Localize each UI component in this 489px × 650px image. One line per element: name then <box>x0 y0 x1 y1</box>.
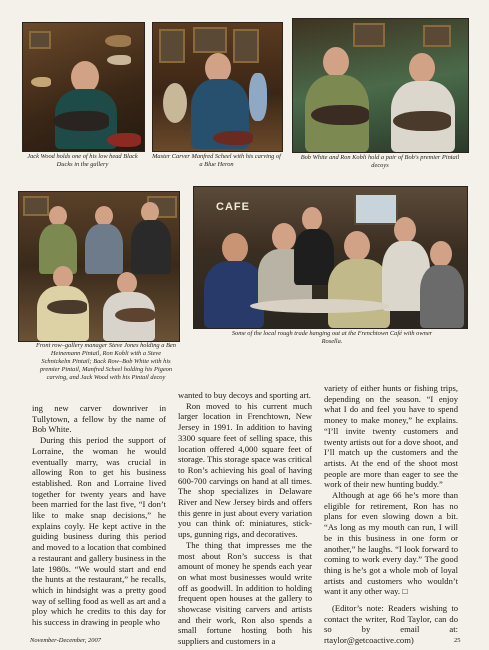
photo-caption-frenchtown-cafe: Some of the local rough trade hanging out at the Frenchtown Café with owner Rosella. <box>231 330 433 345</box>
article-column-1 <box>32 403 166 628</box>
heron-carving <box>249 73 267 121</box>
photo-bob-white-ron-kobli <box>292 18 469 153</box>
paragraph: wanted to buy decoys and sporting art. <box>178 390 311 400</box>
article-column-2 <box>178 390 312 647</box>
paragraph: variety of either hunts or fishing trips, depending on the season. “I enjoy what I do and feel you have to spend money to make money,” he explains. “I’ll invite twenty customers and twenty artists out for a dove shoot, and I’ll match up the customers and the artists. At the end of the shoot most people are more than eager to see the work of their new hunting buddy.” <box>324 383 458 490</box>
paragraph: ing new carver downriver in Tullytown, a fellow by the name of Bob White. <box>32 403 166 435</box>
issue-date: November-December, 2007 <box>30 637 101 644</box>
photo-manfred-scheel <box>152 22 283 152</box>
photo-caption-gallery-group: Front row–gallery manager Steve Jones holding a Ben Heinemann Pintail, Ron Kobli with a Steve Schnickelm Pintail; Back Row–Bob White with his premier Pintail, Manfred Scheel holding his Pigeon carving, and Jack Wood with his Pintail decoy <box>36 342 176 381</box>
page-number: 25 <box>454 637 461 644</box>
article-column-3 <box>324 383 458 646</box>
cafe-sign: CAFE <box>216 201 250 213</box>
paragraph: Ron moved to his current much larger location in Frenchtown, New Jersey in 1991. In addition to having 3300 square feet of selling space, this location offered 4,000 square feet of storage. This storage space was critical to Ron’s achieving his goal of having 600-700 carvings on hand at all times. The shop specializes in Delaware River and New Jersey birds and offers this genre in just about every variation you can think of: miniatures, stick-ups, gunning rigs, and decoratives. <box>178 400 312 540</box>
photo-gallery-group <box>18 191 180 342</box>
photo-caption-bob-white-ron-kobli: Bob White and Ron Kobli hold a pair of Bob's premier Pintail decoys <box>300 154 460 169</box>
photo-frenchtown-cafe <box>193 186 468 329</box>
paragraph: The thing that impresses me the most about Ron’s success is that amount of money he spends each year on what most businesses would write off as goodwill. In addition to holding frequent open houses at the gallery to showcase visiting carvers and artists and their work, Ron also spends a small fortune hosting both his suppliers and customers in a <box>178 539 312 647</box>
photo-caption-manfred-scheel: Master Carver Manfred Scheel with his carving of a Blue Heron <box>152 153 281 168</box>
owl-carving <box>163 83 187 123</box>
paragraph: During this period the support of Lorraine, the woman he would eventually marry, was crucial in allowing Ron to get his business established. Ron and Lorraine lived together for twenty years and have been married for the last five, “I don’t like to make snap decisions,” he explains coyly. He kept active in the guiding business during this period and moved to a location that combined a restaurant and gallery business in the late 1980s. “We would start and end the hunts at the restaurant,” he recalls, which in hindsight was a pretty good way of selling food as well as art and a ploy which he credits to this day for his success in drawing in people who <box>32 435 166 628</box>
paragraph: (Editor’s note: Readers wishing to contact the writer, Rod Taylor, can do so by email at: rtaylor@getcoactive.com) <box>324 603 458 646</box>
photo-jack-wood <box>22 22 145 152</box>
photo-caption-jack-wood: Jack Wood holds one of his low head Black Ducks in the gallery <box>27 153 138 168</box>
paragraph: Although at age 66 he’s more than eligible for retirement, Ron has no plans for even slowing down a bit. “As long as my mouth can run, I will be in this business in one form or another,” he laughs. “I look forward to coming to work every day.” The good thing is he’s got a whole mob of loyal artists and customers who wouldn’t want it any other way. □ <box>324 490 458 597</box>
